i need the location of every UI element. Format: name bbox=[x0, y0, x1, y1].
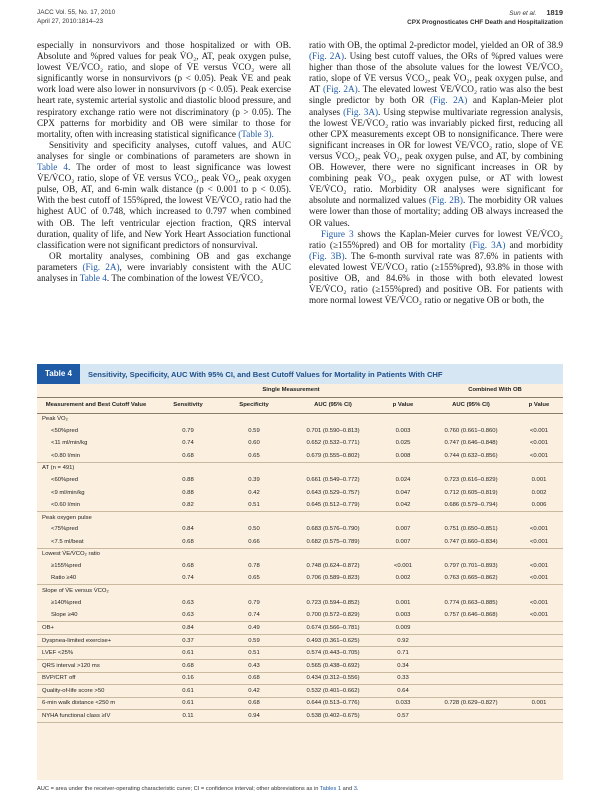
table-link[interactable]: Tables 1 bbox=[319, 786, 342, 792]
cell-specificity: 0.78 bbox=[248, 563, 260, 570]
results-table bbox=[37, 384, 563, 723]
cell-sensitivity: 0.63 bbox=[155, 609, 221, 622]
cell-p-combined: <0.001 bbox=[515, 609, 563, 622]
table-row bbox=[37, 659, 563, 672]
group-label: AT (n = 491) bbox=[42, 465, 75, 472]
table-group-row bbox=[37, 548, 563, 560]
column-right bbox=[309, 40, 563, 306]
cell-sensitivity: 0.74 bbox=[155, 572, 221, 585]
col-header-specificity: Specificity bbox=[221, 397, 287, 413]
cell-auc-combined: 0.728 (0.629–0.827) bbox=[427, 697, 515, 710]
cell-auc: 0.682 (0.575–0.789) bbox=[287, 536, 379, 549]
cell-p-combined bbox=[515, 622, 563, 635]
cell-specificity: 0.51 bbox=[221, 647, 287, 660]
cell-p-combined: <0.001 bbox=[529, 599, 549, 606]
cell-auc: 0.723 (0.594–0.852) bbox=[306, 599, 360, 606]
cell-sensitivity: 0.82 bbox=[155, 499, 221, 512]
cell-auc-combined: 0.744 (0.632–0.856) bbox=[427, 450, 515, 463]
cell-auc: 0.679 (0.555–0.802) bbox=[287, 450, 379, 463]
table-link[interactable]: (Table 3). bbox=[238, 128, 274, 139]
cell-p-combined: 0.001 bbox=[531, 477, 547, 484]
row-label: QRS interval >120 ms bbox=[37, 659, 155, 672]
table-footnote: AUC = area under the receiver-operating characteristic curve; CI = confidence interval; other abbreviations as in Tables 1 and 3. bbox=[37, 786, 359, 792]
cell-p-value: 0.64 bbox=[379, 685, 427, 698]
cell-specificity: 0.79 bbox=[248, 599, 260, 606]
figure-link[interactable]: (Fig. 3A) bbox=[343, 106, 379, 117]
cell-p-combined bbox=[515, 659, 563, 672]
cell-specificity: 0.68 bbox=[221, 697, 287, 710]
cell-specificity: 0.59 bbox=[248, 427, 260, 434]
cell-sensitivity: 0.61 bbox=[155, 647, 221, 660]
row-label: <0.60 l/min bbox=[37, 499, 155, 512]
paragraph: Figure 3 shows the Kaplan-Meier curves for lowest V̇E/V̇CO₂ ratio (≥155%pred) and OB for mortality (Fig. 3A) and morbidity (Fig. 3B). The 6-month survival rate was 87.6% in patients with elevated lowest V̇E/V̇CO₂ ratio (≥155%pred), 93.8% in those with positive OB, and 84.6% in those with both elevated lowest V̇E/V̇CO₂ ratio (≥155%pred) and positive OB. For patients with more normal lowest V̇E/V̇CO₂ ratio or negative OB or both, the bbox=[309, 228, 563, 306]
cell-auc-combined: 0.686 (0.579–0.794) bbox=[427, 499, 515, 512]
cell-p-combined: <0.001 bbox=[529, 526, 549, 533]
row-label: <75%pred bbox=[51, 526, 79, 533]
cell-sensitivity: 0.74 bbox=[182, 440, 194, 447]
cell-auc: 0.643 (0.529–0.757) bbox=[306, 489, 360, 496]
cell-specificity: 0.74 bbox=[221, 609, 287, 622]
figure-link[interactable]: (Fig. 3B) bbox=[309, 250, 345, 261]
row-label: ≥140%pred bbox=[51, 599, 82, 606]
row-label: BVP/CRT off bbox=[37, 672, 155, 685]
table-title-bar bbox=[37, 364, 563, 384]
cell-sensitivity: 0.79 bbox=[182, 427, 194, 434]
body-text bbox=[37, 40, 563, 358]
cell-p-combined: <0.001 bbox=[529, 427, 549, 434]
table-row bbox=[37, 596, 563, 609]
running-header bbox=[37, 8, 563, 30]
cell-p-value: 0.007 bbox=[379, 536, 427, 549]
table-body bbox=[37, 413, 563, 722]
cell-p-value: 0.009 bbox=[379, 622, 427, 635]
header-left bbox=[37, 8, 115, 26]
cell-p-value: 0.024 bbox=[395, 477, 411, 484]
cell-p-value: 0.002 bbox=[379, 572, 427, 585]
cell-auc: 0.645 (0.512–0.779) bbox=[287, 499, 379, 512]
cell-specificity: 0.65 bbox=[221, 450, 287, 463]
table-row bbox=[37, 425, 563, 438]
cell-auc-combined: 0.763 (0.665–0.862) bbox=[427, 572, 515, 585]
row-label: <7.5 ml/beat bbox=[37, 536, 155, 549]
table-row bbox=[37, 560, 563, 573]
cell-specificity: 0.66 bbox=[221, 536, 287, 549]
row-label: Dyspnea-limited exercise+ bbox=[37, 634, 155, 647]
cell-p-combined: <0.001 bbox=[515, 536, 563, 549]
cell-auc-combined: 0.751 (0.650–0.851) bbox=[444, 526, 498, 533]
cell-p-value: 0.003 bbox=[379, 609, 427, 622]
cell-p-combined bbox=[515, 710, 563, 723]
cell-p-combined: <0.001 bbox=[515, 572, 563, 585]
table-row bbox=[37, 672, 563, 685]
cell-auc: 0.644 (0.513–0.776) bbox=[287, 697, 379, 710]
table-link[interactable]: 3 bbox=[353, 786, 357, 792]
row-label: <11 ml/min/kg bbox=[51, 440, 88, 447]
cell-auc: 0.748 (0.624–0.872) bbox=[306, 563, 360, 570]
figure-link[interactable]: (Fig. 2A) bbox=[82, 261, 120, 272]
cell-auc: 0.538 (0.402–0.675) bbox=[287, 710, 379, 723]
figure-link[interactable]: (Fig. 3A) bbox=[469, 239, 506, 250]
table-row bbox=[37, 647, 563, 660]
cell-p-value: 0.033 bbox=[379, 697, 427, 710]
header-right bbox=[407, 8, 563, 27]
table-row bbox=[37, 486, 563, 499]
table-group-row bbox=[37, 413, 563, 425]
table-row bbox=[37, 572, 563, 585]
cell-auc-combined bbox=[427, 622, 515, 635]
figure-link[interactable]: (Fig. 2A) bbox=[323, 84, 358, 95]
cell-sensitivity: 0.68 bbox=[155, 659, 221, 672]
cell-auc: 0.701 (0.590–0.813) bbox=[306, 427, 360, 434]
row-label: <9 ml/min/kg bbox=[51, 489, 85, 496]
cell-p-value: 0.92 bbox=[379, 634, 427, 647]
row-label: <60%pred bbox=[51, 477, 79, 484]
author: Sun et al. bbox=[509, 10, 537, 17]
col-header-measure: Measurement and Best Cutoff Value bbox=[37, 397, 155, 413]
row-label: <50%pred bbox=[51, 427, 79, 434]
table-row bbox=[37, 685, 563, 698]
table-group-row bbox=[37, 585, 563, 597]
cell-sensitivity: 0.68 bbox=[155, 536, 221, 549]
cell-auc: 0.700 (0.572–0.829) bbox=[287, 609, 379, 622]
row-label: LVEF <25% bbox=[37, 647, 155, 660]
col-header-p: p Value bbox=[379, 397, 427, 413]
cell-p-value: 0.007 bbox=[395, 526, 411, 533]
cell-p-combined: 0.001 bbox=[515, 697, 563, 710]
figure-link[interactable]: (Fig. 2B) bbox=[428, 195, 463, 206]
group-header-single: Single Measurement bbox=[155, 384, 427, 397]
table-group-row bbox=[37, 462, 563, 474]
cell-sensitivity: 0.11 bbox=[155, 710, 221, 723]
cell-p-value: 0.047 bbox=[395, 489, 411, 496]
cell-auc: 0.434 (0.312–0.556) bbox=[287, 672, 379, 685]
row-label: ≥155%pred bbox=[51, 563, 82, 570]
journal-info: JACC Vol. 55, No. 17, 2010 bbox=[37, 9, 116, 16]
cell-auc-combined bbox=[427, 685, 515, 698]
table-row bbox=[37, 536, 563, 549]
cell-specificity: 0.42 bbox=[248, 489, 260, 496]
row-label: NYHA functional class ≥IV bbox=[37, 710, 155, 723]
col-header-auc: AUC (95% CI) bbox=[287, 397, 379, 413]
cell-p-combined: <0.001 bbox=[529, 563, 549, 570]
table-badge: Table 4 bbox=[37, 364, 80, 384]
cell-auc: 0.493 (0.361–0.625) bbox=[287, 634, 379, 647]
cell-p-combined bbox=[515, 634, 563, 647]
cell-auc: 0.532 (0.401–0.662) bbox=[287, 685, 379, 698]
cell-auc-combined: 0.747 (0.646–0.848) bbox=[444, 440, 498, 447]
table-row bbox=[37, 437, 563, 450]
row-label: Quality-of-life score >50 bbox=[37, 685, 155, 698]
paragraph: OR mortality analyses, combining OB and gas exchange parameters (Fig. 2A), were invariably consistent with the AUC analyses in Table 4. The combination of the lowest V̇E/V̇CO₂ bbox=[37, 250, 292, 283]
cell-p-value: <0.001 bbox=[393, 563, 413, 570]
row-label: OB+ bbox=[37, 622, 155, 635]
cell-sensitivity: 0.88 bbox=[182, 489, 194, 496]
column-left bbox=[37, 40, 291, 284]
cell-auc-combined: 0.760 (0.661–0.860) bbox=[444, 427, 498, 434]
cell-sensitivity: 0.84 bbox=[182, 526, 194, 533]
cell-sensitivity: 0.63 bbox=[182, 599, 194, 606]
group-label: Peak V̇O₂ bbox=[42, 416, 68, 422]
cell-specificity: 0.50 bbox=[248, 526, 260, 533]
paragraph: especially in nonsurvivors and those hospitalized or with OB. Absolute and %pred values for peak V̇O₂, AT, peak oxygen pulse, lowest V̇E/V̇CO₂ ratio, and slope of V̇E versus V̇CO₂ were all significantly worse in nonsurvivors (p < 0.05). Peak V̇E and peak work load were also lower in nonsurvivors (p < 0.05). Peak exercise heart rate, systemic arterial systolic and diastolic blood pressure, and respiratory exchange ratio were not discriminatory (p > 0.05). The CPX patterns for morbidity and OB were similar to those for mortality, often with increasing statistical significance (Table 3). bbox=[37, 40, 291, 139]
cell-auc-combined bbox=[427, 672, 515, 685]
cell-p-combined: 0.002 bbox=[531, 489, 547, 496]
cell-auc-combined: 0.747 (0.660–0.834) bbox=[427, 536, 515, 549]
cell-p-combined bbox=[515, 647, 563, 660]
cell-sensitivity: 0.68 bbox=[182, 563, 194, 570]
cell-auc: 0.652 (0.532–0.771) bbox=[306, 440, 360, 447]
col-header-auc-combined: AUC (95% CI) bbox=[427, 397, 515, 413]
table-row bbox=[37, 499, 563, 512]
table-row bbox=[37, 450, 563, 463]
cell-auc: 0.565 (0.438–0.692) bbox=[287, 659, 379, 672]
cell-auc-combined: 0.712 (0.605–0.819) bbox=[444, 489, 498, 496]
issue-date: April 27, 2010:1814–23 bbox=[37, 18, 104, 25]
table-4 bbox=[37, 364, 563, 780]
running-title: CPX Prognosticates CHF Death and Hospitalization bbox=[407, 19, 563, 26]
table-link[interactable]: Table 4 bbox=[37, 162, 68, 173]
cell-p-combined: <0.001 bbox=[515, 450, 563, 463]
cell-sensitivity: 0.61 bbox=[155, 685, 221, 698]
cell-p-value: 0.042 bbox=[379, 499, 427, 512]
cell-p-combined: <0.001 bbox=[529, 440, 549, 447]
page-number: 1819 bbox=[546, 8, 563, 17]
cell-auc-combined bbox=[427, 710, 515, 723]
cell-specificity: 0.94 bbox=[221, 710, 287, 723]
cell-p-combined bbox=[515, 672, 563, 685]
cell-p-value: 0.003 bbox=[395, 427, 411, 434]
cell-sensitivity: 0.37 bbox=[155, 634, 221, 647]
group-label: Lowest V̇E/V̇CO₂ ratio bbox=[42, 551, 100, 558]
cell-auc: 0.674 (0.566–0.781) bbox=[287, 622, 379, 635]
cell-sensitivity: 0.88 bbox=[182, 477, 194, 484]
cell-p-value: 0.57 bbox=[379, 710, 427, 723]
group-label: Peak oxygen pulse bbox=[42, 514, 92, 521]
table-group-row bbox=[37, 512, 563, 524]
cell-auc: 0.706 (0.589–0.823) bbox=[287, 572, 379, 585]
row-label: <0.80 l/min bbox=[37, 450, 155, 463]
cell-p-value: 0.71 bbox=[379, 647, 427, 660]
cell-p-value: 0.025 bbox=[395, 440, 411, 447]
table-caption: Sensitivity, Specificity, AUC With 95% CI, and Best Cutoff Values for Mortality in Patients With CHF bbox=[87, 369, 443, 379]
cell-sensitivity: 0.84 bbox=[155, 622, 221, 635]
col-header-sensitivity: Sensitivity bbox=[155, 397, 221, 413]
cell-sensitivity: 0.16 bbox=[155, 672, 221, 685]
cell-auc-combined bbox=[427, 659, 515, 672]
row-label: Slope ≥40 bbox=[37, 609, 155, 622]
cell-specificity: 0.42 bbox=[221, 685, 287, 698]
figure-link[interactable]: Figure 3 bbox=[321, 228, 354, 239]
row-label: Ratio ≥40 bbox=[37, 572, 155, 585]
figure-link[interactable]: (Fig. 2A) bbox=[309, 51, 345, 62]
col-header-p-combined: p Value bbox=[515, 397, 563, 413]
table-row bbox=[37, 697, 563, 710]
row-label: 6-min walk distance <250 m bbox=[37, 697, 155, 710]
cell-auc: 0.683 (0.576–0.790) bbox=[306, 526, 360, 533]
cell-p-value: 0.008 bbox=[379, 450, 427, 463]
paragraph: ratio with OB, the optimal 2-predictor model, yielded an OR of 38.9 (Fig. 2A). Using best cutoff values, the ORs of %pred values were higher than those of the absolute values for the lowest V̇E/V̇CO₂ ratio, slope of V̇E versus V̇CO₂, peak V̇O₂, peak oxygen pulse, and AT (Fig. 2A). The elevated lowest V̇E/V̇CO₂ ratio was also the best single predictor by both OR (Fig. 2A) and Kaplan-Meier plot analyses (Fig. 3A). Using stepwise multivariate regression analysis, the lowest V̇E/V̇CO₂ ratio was invariably picked first, reducing all other CPX measurements except OB to nonsignificance. There were significant increases in OR for lowest V̇E/V̇CO₂ ratio, slope of V̇E versus V̇CO₂, peak V̇O₂, peak oxygen pulse, and AT, by combining OB. However, there were no significant increases in OR by combining peak V̇O₂, peak oxygen pulse, or AT with lowest V̇E/V̇CO₂ ratio. Morbidity OR analyses were significant for absolute and normalized values (Fig. 2B). The morbidity OR values were lower than those of mortality; adding OB always increased the OR values. bbox=[309, 40, 564, 228]
table-row bbox=[37, 523, 563, 536]
figure-link[interactable]: (Fig. 2A) bbox=[429, 95, 468, 106]
cell-p-value: 0.33 bbox=[379, 672, 427, 685]
table-row bbox=[37, 710, 563, 723]
table-row bbox=[37, 474, 563, 487]
paragraph: Sensitivity and specificity analyses, cutoff values, and AUC analyses for single or combinations of parameters are shown in Table 4. The order of most to least significance was lowest V̇E/V̇CO₂ ratio, slope of V̇E versus V̇CO₂, peak V̇O₂, peak oxygen pulse, OB, AT, and 6-min walk distance (p < 0.001 to p < 0.05). With the best cutoff of 155%pred, the lowest V̇E/V̇CO₂ ratio had the highest AUC of 0.748, which increased to 0.797 when combined with OB. The left ventricular ejection fraction, QRS interval duration, quality of life, and New York Heart Association functional classification were not significant predictors of nonsurvival. bbox=[37, 139, 291, 250]
cell-auc-combined bbox=[427, 647, 515, 660]
cell-sensitivity: 0.68 bbox=[155, 450, 221, 463]
cell-specificity: 0.49 bbox=[221, 622, 287, 635]
cell-auc: 0.661 (0.549–0.772) bbox=[306, 477, 360, 484]
cell-specificity: 0.60 bbox=[248, 440, 260, 447]
cell-sensitivity: 0.61 bbox=[155, 697, 221, 710]
group-label: Slope of V̇E versus V̇CO₂ bbox=[42, 587, 109, 594]
cell-specificity: 0.43 bbox=[221, 659, 287, 672]
cell-p-combined: 0.006 bbox=[515, 499, 563, 512]
group-header-combined: Combined With OB bbox=[427, 384, 563, 397]
cell-specificity: 0.59 bbox=[221, 634, 287, 647]
cell-p-value: 0.34 bbox=[379, 659, 427, 672]
cell-specificity: 0.39 bbox=[248, 477, 260, 484]
cell-auc: 0.574 (0.443–0.705) bbox=[287, 647, 379, 660]
cell-specificity: 0.51 bbox=[221, 499, 287, 512]
cell-specificity: 0.65 bbox=[221, 572, 287, 585]
cell-auc-combined: 0.797 (0.701–0.893) bbox=[444, 563, 498, 570]
cell-auc-combined: 0.757 (0.646–0.868) bbox=[427, 609, 515, 622]
table-row bbox=[37, 622, 563, 635]
cell-auc-combined bbox=[427, 634, 515, 647]
cell-p-value: 0.001 bbox=[395, 599, 411, 606]
table-link[interactable]: Table 4 bbox=[79, 272, 107, 283]
cell-auc-combined: 0.723 (0.616–0.829) bbox=[444, 477, 498, 484]
cell-specificity: 0.68 bbox=[221, 672, 287, 685]
cell-auc-combined: 0.774 (0.663–0.885) bbox=[444, 599, 498, 606]
table-row bbox=[37, 609, 563, 622]
table-row bbox=[37, 634, 563, 647]
cell-p-combined bbox=[515, 685, 563, 698]
